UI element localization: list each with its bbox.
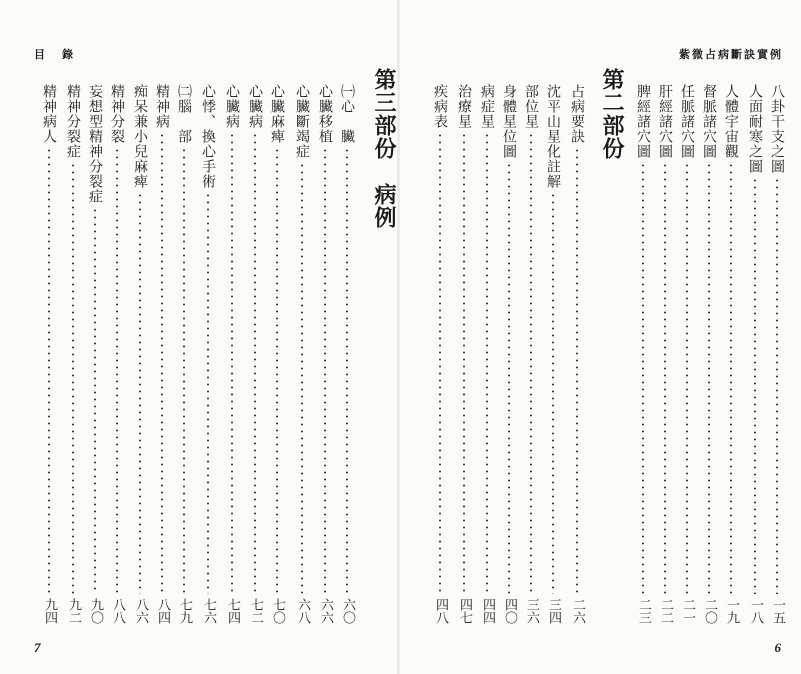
toc-entry-title: 肝經諸穴圖 bbox=[657, 84, 673, 159]
toc-entry-title: 病症星 bbox=[479, 84, 495, 129]
part-title: 第二部份 bbox=[599, 68, 624, 160]
dot-leader bbox=[708, 162, 710, 594]
dot-leader bbox=[72, 162, 74, 594]
toc-page-number: 八四 bbox=[155, 598, 170, 624]
toc-page-number: 六八 bbox=[295, 598, 310, 624]
running-head: 紫微占病斷訣實例 bbox=[679, 48, 783, 61]
toc-entry bbox=[336, 84, 358, 624]
right-page bbox=[400, 0, 801, 674]
dot-leader bbox=[207, 192, 209, 594]
toc-page-number: 七九 bbox=[177, 598, 192, 624]
toc-entry bbox=[106, 84, 128, 624]
toc-entry-title: ㈠心 臟 bbox=[339, 84, 355, 144]
toc-entry-title: 心臟斷竭症 bbox=[294, 84, 310, 159]
toc-entry bbox=[520, 84, 542, 624]
toc-entry bbox=[632, 84, 654, 624]
dot-leader bbox=[254, 132, 256, 594]
toc-page-number: 九〇 bbox=[88, 598, 103, 624]
page-number: 6 bbox=[774, 640, 781, 655]
toc-entry-title: 治療星 bbox=[456, 84, 472, 129]
toc-entry bbox=[221, 84, 243, 624]
toc-entry bbox=[429, 84, 451, 624]
toc-page-number: 二〇 bbox=[702, 598, 717, 624]
toc-entry-title: 督脈諸穴圖 bbox=[701, 84, 717, 159]
dot-leader bbox=[686, 162, 688, 594]
toc-page-number: 一九 bbox=[724, 598, 739, 624]
toc-page-number: 一五 bbox=[770, 598, 785, 624]
dot-leader bbox=[730, 162, 732, 594]
toc-entry bbox=[173, 84, 195, 624]
toc-page-number: 七二 bbox=[248, 598, 263, 624]
toc-entry-title: ㈡腦 部 bbox=[176, 84, 192, 144]
toc-page-number: 六〇 bbox=[340, 598, 355, 624]
part-three-heading bbox=[366, 68, 400, 608]
toc-entry bbox=[498, 84, 520, 624]
toc-page-number: 六六 bbox=[318, 598, 333, 624]
toc-page-number: 七六 bbox=[201, 598, 216, 624]
toc-entry bbox=[542, 84, 564, 624]
toc-page-number: 八八 bbox=[110, 598, 125, 624]
toc-page-number: 一八 bbox=[748, 598, 763, 624]
toc-page-number: 二一 bbox=[680, 598, 695, 624]
toc-entry-title: 疾病表 bbox=[432, 84, 448, 129]
dot-leader bbox=[508, 162, 510, 594]
toc-entry bbox=[291, 84, 313, 624]
toc-entry bbox=[744, 84, 766, 624]
dot-leader bbox=[139, 192, 141, 594]
toc-page-number: 四〇 bbox=[502, 598, 517, 624]
toc-page-number: 四八 bbox=[433, 598, 448, 624]
toc-entry-title: 精神分裂 bbox=[109, 84, 125, 144]
toc-entry bbox=[62, 84, 84, 624]
toc-page-number: 八六 bbox=[133, 598, 148, 624]
toc-page-number: 九二 bbox=[66, 598, 81, 624]
toc-entry-title: 沈平山星化註解 bbox=[545, 84, 561, 189]
toc-entry-title: 精神病 bbox=[154, 84, 170, 129]
dot-leader bbox=[486, 132, 488, 594]
toc-page-number: 九四 bbox=[42, 598, 57, 624]
toc-entry bbox=[38, 84, 60, 624]
dot-leader bbox=[94, 207, 96, 594]
part-title: 第三部份 病例 bbox=[371, 68, 396, 229]
running-head: 目 錄 bbox=[34, 48, 76, 61]
part-two-heading bbox=[594, 68, 628, 608]
toc-page-number: 四七 bbox=[457, 598, 472, 624]
dot-leader bbox=[664, 162, 666, 594]
toc-entry-title: 精神病人 bbox=[41, 84, 57, 144]
toc-entry-title: 脾經諸穴圖 bbox=[635, 84, 651, 159]
toc-entry-title: 占病要訣 bbox=[569, 84, 585, 144]
dot-leader bbox=[530, 132, 532, 594]
toc-entry-title: 精神分裂症 bbox=[65, 84, 81, 159]
toc-entry bbox=[129, 84, 151, 624]
toc-entry-title: 人體宇宙觀 bbox=[723, 84, 739, 159]
toc-entry-title: 痴呆兼小兒麻痺 bbox=[132, 84, 148, 189]
dot-leader bbox=[324, 147, 326, 594]
toc-entry-title: 心臟麻痺 bbox=[269, 84, 285, 144]
toc-page-number: 二二 bbox=[658, 598, 673, 624]
toc-entry-title: 心臟病 bbox=[224, 84, 240, 129]
toc-entry bbox=[476, 84, 498, 624]
toc-page-number: 四四 bbox=[480, 598, 495, 624]
toc-entry-title: 身體星位圖 bbox=[501, 84, 517, 159]
dot-leader bbox=[116, 147, 118, 594]
toc-page-number: 三四 bbox=[546, 598, 561, 624]
toc-entry bbox=[698, 84, 720, 624]
toc-entry-title: 任脈諸穴圖 bbox=[679, 84, 695, 159]
dot-leader bbox=[552, 192, 554, 594]
toc-entry bbox=[654, 84, 676, 624]
page-number: 7 bbox=[34, 640, 41, 655]
toc-page-number: 三六 bbox=[524, 598, 539, 624]
toc-entry bbox=[266, 84, 288, 624]
dot-leader bbox=[439, 132, 441, 594]
toc-entry bbox=[676, 84, 698, 624]
toc-page-number: 七四 bbox=[225, 598, 240, 624]
dot-leader bbox=[346, 147, 348, 594]
toc-entry bbox=[453, 84, 475, 624]
toc-entry-title: 心臟移植 bbox=[317, 84, 333, 144]
toc-entry bbox=[244, 84, 266, 624]
dot-leader bbox=[231, 132, 233, 594]
toc-entry-title: 部位星 bbox=[523, 84, 539, 129]
toc-entry bbox=[151, 84, 173, 624]
dot-leader bbox=[161, 132, 163, 594]
toc-entry bbox=[314, 84, 336, 624]
toc-entry bbox=[720, 84, 742, 624]
toc-entry-title: 心臟病 bbox=[247, 84, 263, 129]
dot-leader bbox=[754, 177, 756, 594]
toc-entry-title: 妄想型精神分裂症 bbox=[87, 84, 103, 204]
dot-leader bbox=[276, 147, 278, 594]
left-page bbox=[0, 0, 398, 674]
toc-entry-title: 心悸、換心手術 bbox=[200, 84, 216, 189]
dot-leader bbox=[642, 162, 644, 594]
dot-leader bbox=[463, 132, 465, 594]
toc-page-number: 七〇 bbox=[270, 598, 285, 624]
dot-leader bbox=[48, 147, 50, 594]
dot-leader bbox=[183, 147, 185, 594]
toc-page-number: 二六 bbox=[570, 598, 585, 624]
toc-entry bbox=[197, 84, 219, 624]
dot-leader bbox=[576, 147, 578, 594]
toc-page-number: 二三 bbox=[636, 598, 651, 624]
toc-entry bbox=[766, 84, 788, 624]
dot-leader bbox=[776, 177, 778, 594]
dot-leader bbox=[301, 162, 303, 594]
toc-entry bbox=[566, 84, 588, 624]
toc-entry bbox=[84, 84, 106, 624]
toc-entry-title: 八卦干支之圖 bbox=[769, 84, 785, 174]
toc-entry-title: 人面耐寒之圖 bbox=[747, 84, 763, 174]
